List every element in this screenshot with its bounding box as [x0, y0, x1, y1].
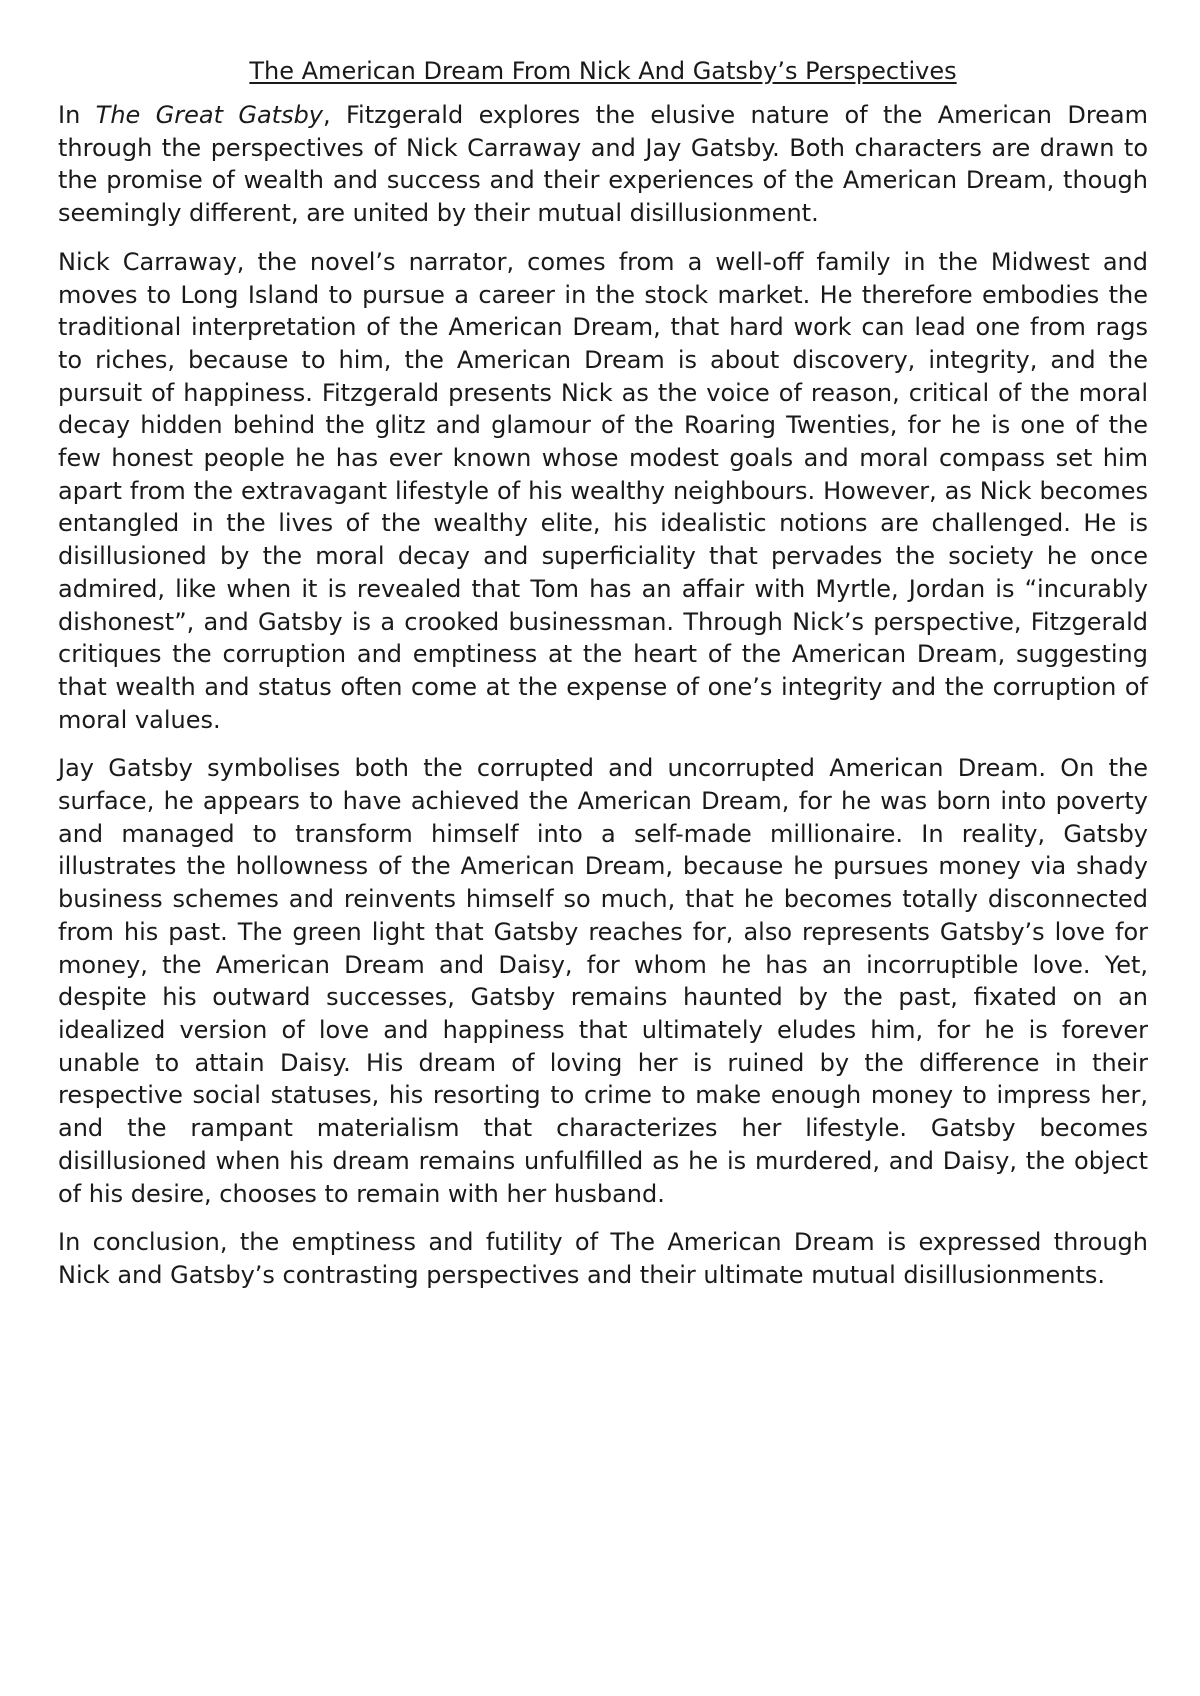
intro-text: , Fitzgerald explores the elusive nature of the American Dream through the perspectives of Nick Carraway and Jay Gatsby. Both characters are drawn to the promise of wealth and success and their experiences of the American Dream, though seemingly different, are united by their mutual disillusionment.	[58, 101, 1149, 228]
paragraph-conclusion: In conclusion, the emptiness and futility of The American Dream is expressed through Nick and Gatsby’s contrasting perspectives and their ultimate mutual disillusionments.	[58, 1228, 1148, 1289]
book-title-italic: The Great Gatsby	[95, 101, 324, 129]
document-title: The American Dream From Nick And Gatsby’s Perspectives	[249, 57, 957, 85]
paragraph-gatsby: Jay Gatsby symbolises both the corrupted and uncorrupted American Dream. On the surface, he appears to have achieved the American Dream, for he was born into poverty and managed to transform himself into a self-made millionaire. In reality, Gatsby illustrates the hollowness of the American Dream, because he pursues money via shady business schemes and reinvents himself so much, that he becomes totally disconnected from his past. The green light that Gatsby reaches for, also represents Gatsby’s love for money, the American Dream and Daisy, for whom he has an incorruptible love. Yet, despite his outward successes, Gatsby remains haunted by the past, fixated on an idealized version of love and happiness that ultimately eludes him, for he is forever unable to attain Daisy. His dream of loving her is ruined by the difference in their respective social statuses, his resorting to crime to make enough money to impress her, and the rampant materialism that characterizes her lifestyle. Gatsby becomes disillusioned when his dream remains unfulfilled as he is murdered, and Daisy, the object of his desire, chooses to remain with her husband.	[58, 754, 1148, 1208]
intro-prefix: In	[58, 101, 96, 129]
paragraph-intro	[58, 99, 1148, 230]
paragraph-nick: Nick Carraway, the novel’s narrator, comes from a well-off family in the Midwest and moves to Long Island to pursue a career in the stock market. He therefore embodies the traditional interpretation of the American Dream, that hard work can lead one from rags to riches, because to him, the American Dream is about discovery, integrity, and the pursuit of happiness. Fitzgerald presents Nick as the voice of reason, critical of the moral decay hidden behind the glitz and glamour of the Roaring Twenties, for he is one of the few honest people he has ever known whose modest goals and moral compass set him apart from the extravagant lifestyle of his wealthy neighbours. However, as Nick becomes entangled in the lives of the wealthy elite, his idealistic notions are challenged. He is disillusioned by the moral decay and superficiality that pervades the society he once admired, like when it is revealed that Tom has an affair with Myrtle, Jordan is “incurably dishonest”, and Gatsby is a crooked businessman. Through Nick’s perspective, Fitzgerald critiques the corruption and emptiness at the heart of the American Dream, suggesting that wealth and status often come at the expense of one’s integrity and the corruption of moral values.	[58, 247, 1148, 734]
